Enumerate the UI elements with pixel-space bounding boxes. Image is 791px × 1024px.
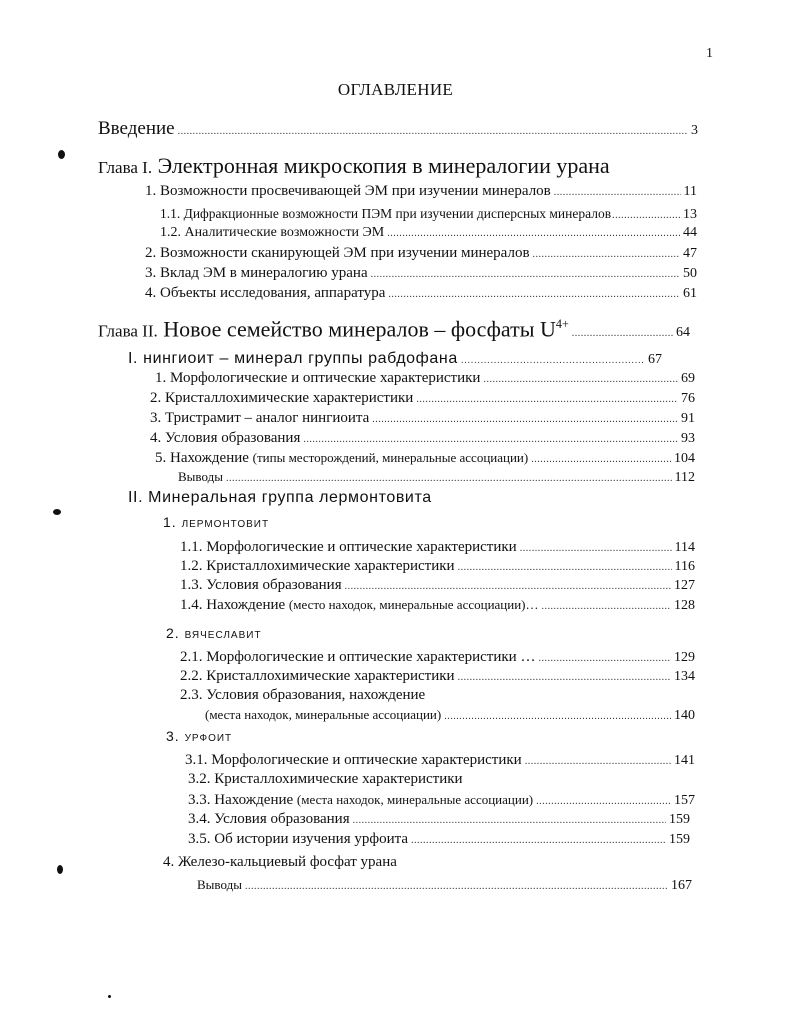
toc-entry[interactable] — [163, 855, 397, 870]
page-number: 1 — [706, 46, 713, 61]
toc-entry[interactable] — [180, 540, 695, 555]
toc-page: 127 — [674, 578, 695, 593]
toc-page: 114 — [674, 540, 695, 555]
toc-page: 44 — [683, 225, 697, 240]
toc-label: 2. вячеславит — [166, 625, 262, 641]
toc-entry[interactable] — [205, 708, 695, 723]
toc-label: 3. Вклад ЭМ в минералогию урана — [145, 265, 368, 281]
dot-leader — [387, 229, 680, 239]
toc-entry[interactable] — [180, 688, 425, 703]
toc-page: 64 — [676, 325, 690, 341]
toc-label: 1.3. Условия образования — [180, 577, 342, 593]
toc-page: 128 — [674, 598, 695, 613]
toc-label: 1.2. Аналитические возможности ЭМ — [160, 225, 385, 240]
dot-leader — [372, 415, 678, 425]
dot-leader — [388, 290, 680, 300]
page-title: ОГЛАВЛЕНИЕ — [337, 80, 454, 99]
toc-page: 129 — [674, 650, 695, 665]
dot-leader — [520, 544, 672, 554]
chapter-1-heading[interactable] — [98, 155, 610, 177]
dot-leader — [458, 563, 672, 573]
toc-label: 1. лермонтовит — [163, 514, 270, 530]
toc-note: (места находок, минеральные ассоциации) — [296, 792, 534, 807]
toc-label: 1. Возможности просвечивающей ЭМ при изучении минералов — [145, 183, 551, 199]
toc-page: 159 — [669, 832, 690, 847]
part-1-heading[interactable] — [128, 351, 662, 367]
toc-label: 4. Объекты исследования, аппаратура — [145, 285, 386, 301]
dot-leader — [303, 435, 678, 445]
toc-page: 13 — [683, 207, 697, 222]
toc-entry[interactable] — [160, 226, 697, 240]
toc-entry[interactable] — [155, 371, 695, 386]
toc-page: 47 — [683, 246, 697, 261]
toc-entry[interactable] — [150, 411, 695, 426]
toc-entry[interactable] — [188, 812, 690, 827]
toc-entry[interactable] — [180, 598, 695, 613]
toc-label: 1.1. Морфологические и оптические характеристики — [180, 539, 517, 555]
mineral-heading-urphoite[interactable] — [166, 729, 232, 743]
toc-entry[interactable] — [180, 559, 695, 574]
toc-label: 1.1. Дифракционные возможности ПЭМ при изучении дисперсных минералов — [160, 206, 612, 221]
toc-page: 140 — [674, 708, 695, 723]
dot-leader — [178, 127, 688, 137]
dot-leader — [483, 375, 678, 385]
toc-page: 11 — [683, 184, 697, 199]
scan-speck — [108, 995, 111, 998]
dot-leader — [461, 356, 645, 366]
toc-label: 1. Морфологические и оптические характеристики — [155, 370, 481, 386]
toc-label: II. Минеральная группа лермонтовита — [128, 489, 432, 506]
toc-label: 4. Условия образования — [150, 430, 301, 446]
toc-label: 3.3. Нахождение — [188, 792, 294, 808]
dot-leader — [572, 329, 673, 339]
toc-entry[interactable] — [188, 772, 463, 787]
toc-page: 116 — [674, 559, 695, 574]
toc-label: Выводы — [197, 877, 242, 892]
toc-page: 112 — [674, 470, 695, 485]
toc-label: 3. урфоит — [166, 728, 233, 744]
toc-entry[interactable] — [145, 286, 697, 301]
toc-entry[interactable] — [160, 207, 697, 222]
toc-label: 1.4. Нахождение — [180, 597, 286, 613]
toc-entry[interactable] — [180, 578, 695, 593]
toc-page: 141 — [674, 753, 695, 768]
toc-entry[interactable] — [180, 669, 695, 684]
toc-entry[interactable] — [145, 246, 697, 261]
toc-label: 3.2. Кристаллохимические характеристики — [188, 771, 463, 787]
dot-leader — [542, 602, 671, 612]
dot-leader — [353, 816, 666, 826]
dot-leader — [612, 211, 682, 221]
dot-leader — [458, 673, 671, 683]
toc-page: 104 — [674, 451, 695, 466]
chapter-prefix: Глава II. — [98, 321, 158, 341]
toc-entry-conclusions[interactable] — [197, 878, 692, 893]
toc-note: (типы месторождений, минеральные ассоциации) — [252, 450, 529, 465]
chapter-prefix: Глава I. — [98, 158, 153, 177]
toc-label: 3.4. Условия образования — [188, 811, 350, 827]
toc-label: 2. Возможности сканирующей ЭМ при изучении минералов — [145, 245, 530, 261]
toc-label: 2.1. Морфологические и оптические характеристики … — [180, 649, 536, 665]
toc-label: I. нингиоит – минерал группы рабдофана — [128, 350, 458, 367]
dot-leader — [245, 882, 668, 892]
toc-entry-conclusions[interactable] — [178, 470, 695, 485]
dot-leader — [444, 712, 671, 722]
dot-leader — [525, 757, 671, 767]
toc-entry[interactable] — [150, 391, 695, 406]
toc-entry[interactable] — [180, 650, 695, 665]
dot-leader — [531, 455, 671, 465]
toc-entry[interactable] — [145, 184, 697, 199]
toc-page: 167 — [671, 878, 692, 893]
toc-label: Выводы — [178, 469, 223, 484]
toc-page: 3 — [691, 123, 698, 138]
toc-label: 2.3. Условия образования, нахождение — [180, 687, 426, 703]
toc-entry[interactable] — [150, 431, 695, 446]
toc-page: 91 — [681, 411, 695, 426]
toc-page: 67 — [648, 352, 662, 367]
toc-label: 3. Тристрамит – аналог нингиоита — [150, 410, 370, 426]
toc-label: 2. Кристаллохимические характеристики — [150, 390, 414, 406]
toc-entry[interactable] — [188, 832, 690, 847]
mineral-heading-vyacheslavite[interactable] — [166, 626, 262, 640]
toc-page: 76 — [681, 391, 695, 406]
toc-page: 157 — [674, 793, 695, 808]
dot-leader — [538, 654, 671, 664]
toc-label: Введение — [98, 118, 175, 139]
toc-label: 2.2. Кристаллохимические характеристики — [180, 668, 455, 684]
toc-page: 159 — [669, 812, 690, 827]
toc-label: 5. Нахождение — [155, 450, 249, 466]
toc-entry-intro[interactable] — [98, 119, 698, 138]
scan-speck — [57, 865, 63, 874]
toc-label: 3.1. Морфологические и оптические характеристики — [185, 752, 522, 768]
toc-label: 4. Железо-кальциевый фосфат урана — [163, 854, 397, 870]
toc-page: 134 — [674, 669, 695, 684]
scan-speck — [58, 150, 65, 159]
toc-page: 50 — [683, 266, 697, 281]
chapter-title-superscript: 4+ — [555, 317, 569, 331]
toc-label: 3.5. Об истории изучения урфоита — [188, 831, 408, 847]
toc-page: 93 — [681, 431, 695, 446]
toc-note: (место находок, минеральные ассоциации)… — [288, 597, 539, 612]
dot-leader — [416, 395, 678, 405]
toc-label: 1.2. Кристаллохимические характеристики — [180, 558, 455, 574]
toc-note: (места находок, минеральные ассоциации) — [205, 707, 442, 722]
dot-leader — [536, 797, 671, 807]
toc-entry[interactable] — [155, 451, 695, 466]
dot-leader — [411, 836, 666, 846]
chapter-title: Электронная микроскопия в минералогии урана — [157, 153, 610, 178]
chapter-2-heading[interactable] — [98, 318, 690, 340]
scan-speck — [53, 509, 61, 515]
mineral-heading-lermontovite[interactable] — [163, 515, 269, 529]
dot-leader — [345, 582, 671, 592]
toc-entry[interactable] — [145, 266, 697, 281]
toc-entry[interactable] — [188, 793, 695, 808]
dot-leader — [554, 188, 681, 198]
dot-leader — [533, 250, 680, 260]
dot-leader — [371, 270, 680, 280]
part-2-heading[interactable] — [128, 490, 432, 506]
toc-entry[interactable] — [185, 753, 695, 768]
dot-leader — [226, 474, 672, 484]
chapter-title: Новое семейство минералов – фосфаты U — [163, 316, 556, 342]
toc-page: 69 — [681, 371, 695, 386]
toc-page: 61 — [683, 286, 697, 301]
